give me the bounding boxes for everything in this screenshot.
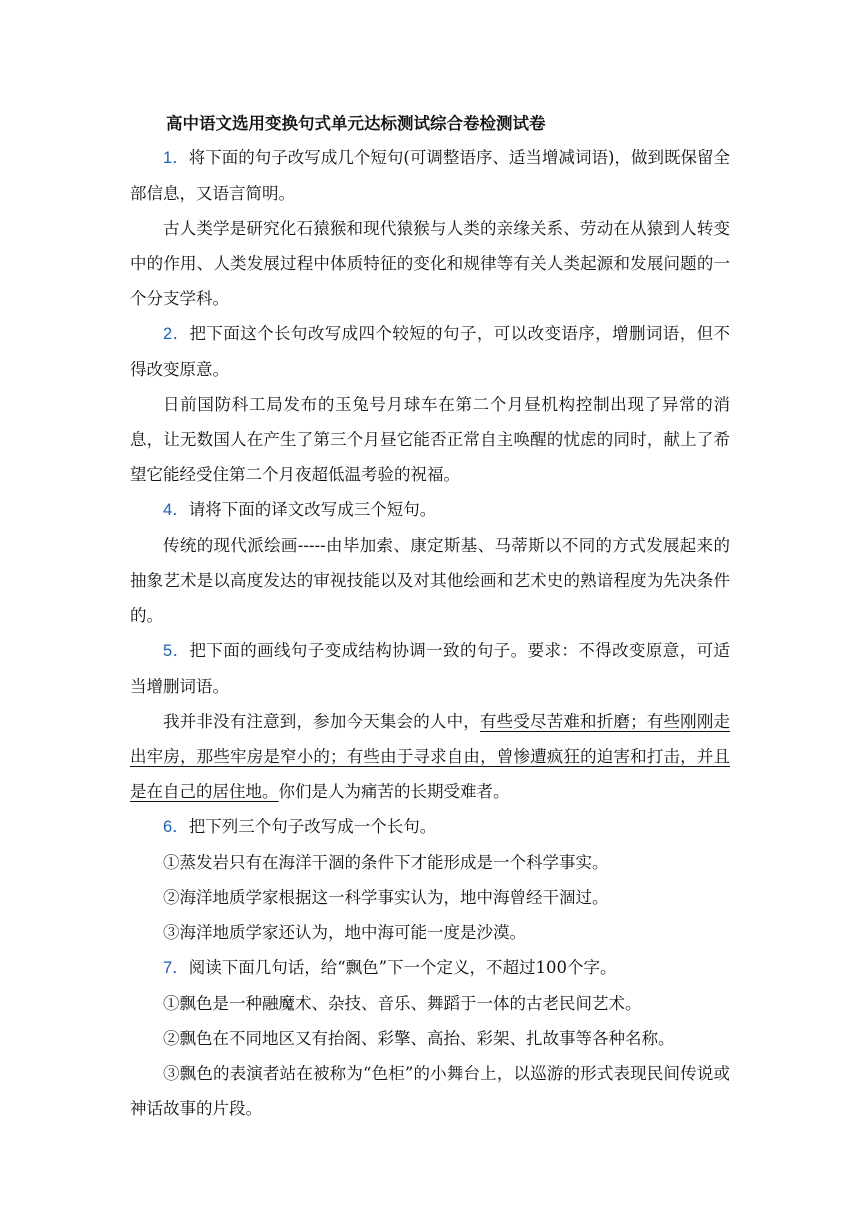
question-number: 5 (163, 642, 173, 660)
question-prompt: 把下面这个长句改写成四个较短的句子，可以改变语序，增删词语，但不得改变原意。 (130, 324, 731, 379)
question-6: 6．把下列三个句子改写成一个长句。 (163, 817, 437, 836)
list-item: ①蒸发岩只有在海洋干涸的条件下才能形成是一个科学事实。 (163, 853, 609, 872)
list-item: ②飘色在不同地区又有抬阁、彩擎、高抬、彩架、扎故事等各种名称。 (163, 1029, 675, 1048)
question-4: 4．请将下面的译文改写成三个短句。 (163, 500, 437, 519)
question-number: 4 (163, 501, 173, 519)
question-2-material: 日前国防科工局发布的玉兔号月球车在第二个月昼机构控制出现了异常的消息，让无数国人在产生了第三个月昼它能否正常自主唤醒的忧虑的同时，献上了希望它能经受住第二个月夜超低温考验的祝福。 (130, 395, 730, 484)
question-number: 6 (163, 818, 173, 836)
question-2: 2．把下面这个长句改写成四个较短的句子，可以改变语序，增删词语，但不得改变原意。 (130, 324, 731, 379)
question-prompt: 请将下面的译文改写成三个短句。 (188, 500, 437, 519)
question-prompt: 把下列三个句子改写成一个长句。 (188, 817, 437, 836)
list-item: ③飘色的表演者站在被称为“色柜”的小舞台上，以巡游的形式表现民间传说或神话故事的片段。 (130, 1064, 730, 1118)
question-number: 2 (163, 325, 173, 343)
question-4-material: 传统的现代派绘画-----由毕加索、康定斯基、马蒂斯以不同的方式发展起来的抽象艺术是以高度发达的审视技能以及对其他绘画和艺术史的熟谙程度为先决条件的。 (130, 536, 730, 625)
material-text: 我并非没有注意到，参加今天集会的人中， (163, 712, 480, 731)
underlined-sentence: 有些受尽苦难和折磨；有些刚刚走出牢房，那些牢房是窄小的；有些由于寻求自由，曾惨遭疯狂的迫害和打击，并且是在自己的居住地。 (130, 712, 731, 801)
question-5: 5．把下面的画线句子变成结构协调一致的句子。要求：不得改变原意，可适当增删词语。 (130, 641, 731, 696)
document-title: 高中语文选用变换句式单元达标测试综合卷检测试卷 (166, 114, 546, 133)
list-item: ③海洋地质学家还认为，地中海可能一度是沙漠。 (163, 923, 526, 942)
question-prompt: 把下面的画线句子变成结构协调一致的句子。要求：不得改变原意，可适当增删词语。 (130, 641, 731, 696)
question-number: 7 (163, 959, 173, 977)
question-number: 1 (163, 149, 173, 167)
document-page (130, 108, 730, 1126)
question-prompt: 将下面的句子改写成几个短句(可调整语序、适当增减词语)，做到既保留全部信息，又语言简明。 (130, 148, 731, 203)
question-1: 1．将下面的句子改写成几个短句(可调整语序、适当增减词语)，做到既保留全部信息，又语言简明。 (130, 148, 731, 203)
question-7: 7．阅读下面几句话，给“飘色”下一个定义，不超过100个字。 (163, 958, 617, 977)
material-text: 你们是人为痛苦的长期受难者。 (278, 782, 510, 801)
question-5-material (130, 704, 730, 809)
list-item: ②海洋地质学家根据这一科学事实认为，地中海曾经干涸过。 (163, 888, 609, 907)
question-prompt: 阅读下面几句话，给“飘色”下一个定义，不超过100个字。 (188, 958, 617, 977)
question-1-material: 古人类学是研究化石猿猴和现代猿猴与人类的亲缘关系、劳动在从猿到人转变中的作用、人类发展过程中体质特征的变化和规律等有关人类起源和发展问题的一个分支学科。 (130, 219, 730, 308)
list-item: ①飘色是一种融魔术、杂技、音乐、舞蹈于一体的古老民间艺术。 (163, 994, 642, 1013)
